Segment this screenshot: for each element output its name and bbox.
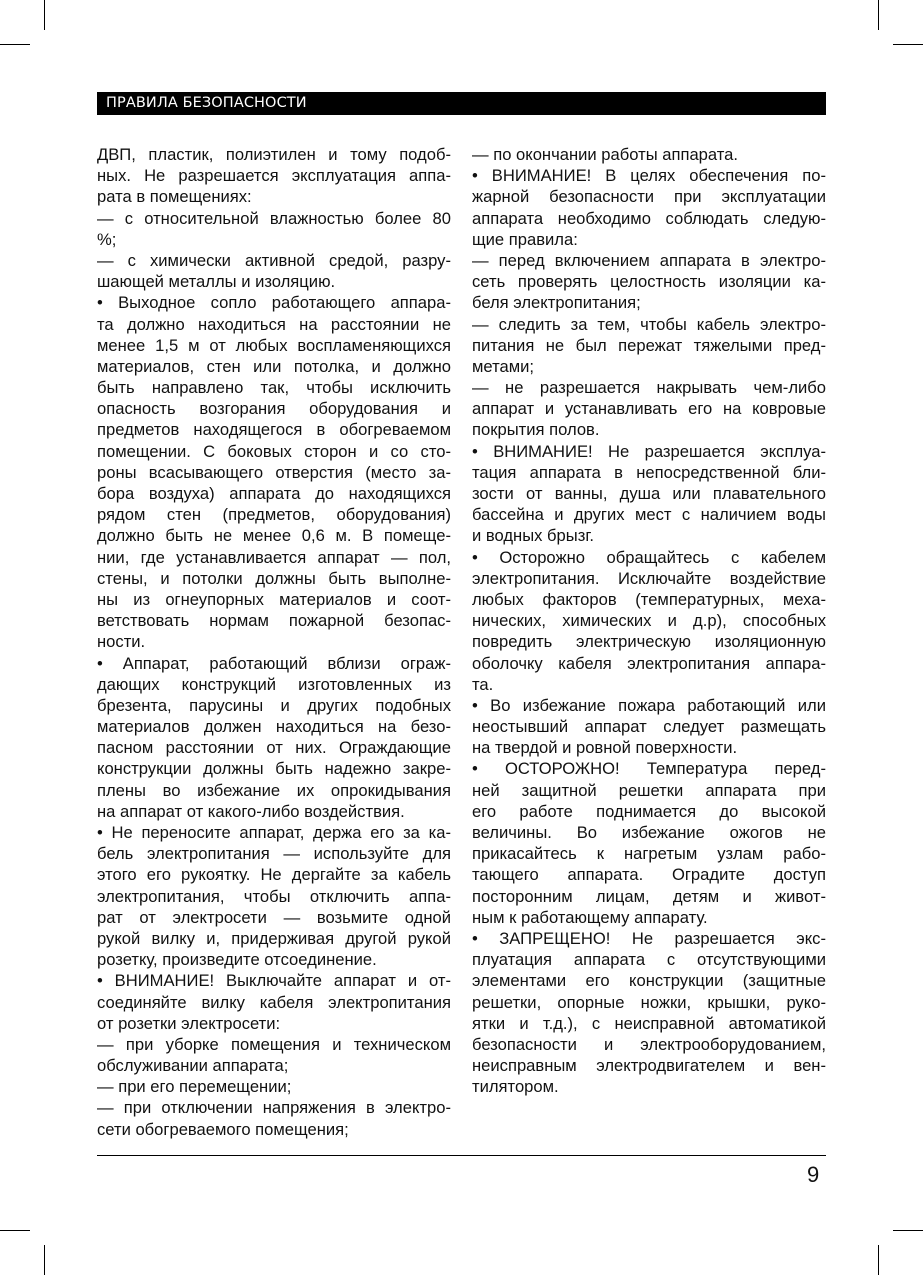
crop-mark xyxy=(44,0,45,30)
text-line: ятки и т.д.), с неисправной автоматикой xyxy=(472,1013,826,1033)
text-line: величины. Во избежание ожогов не xyxy=(472,823,826,842)
crop-mark xyxy=(878,0,879,30)
text-line: роны всасывающего отверстия (место за- xyxy=(97,462,451,482)
text-line: • Не переносите аппарат, держа его за ка- xyxy=(97,823,451,842)
text-line: ны из огнеупорных материалов и соот- xyxy=(97,589,451,609)
text-line: покрытия полов. xyxy=(472,420,600,440)
text-line: материалов, стен или потолка, и должно xyxy=(97,356,451,376)
text-line: щие правила: xyxy=(472,229,578,249)
text-line: этого его рукоятку. Не дергайте за кабель xyxy=(97,865,451,885)
text-line: должно быть не менее 0,6 м. В помеще- xyxy=(97,526,451,546)
text-line: материалов должен находиться на безо- xyxy=(97,717,451,737)
text-line: • Во избежание пожара работающий или xyxy=(472,695,826,715)
text-line: тилятором. xyxy=(472,1077,559,1097)
paragraph xyxy=(472,377,826,441)
text-line: ности. xyxy=(97,632,146,652)
text-line: бассейна и других мест с наличием воды xyxy=(472,505,826,525)
crop-mark xyxy=(878,1245,879,1275)
text-line: — при уборке помещения и техническом xyxy=(97,1034,451,1054)
crop-mark xyxy=(893,1230,923,1231)
text-line: оболочку кабеля электропитания аппара- xyxy=(472,653,826,673)
text-line: та должно находиться на расстоянии не xyxy=(97,314,451,334)
text-line: — с химически активной средой, разру- xyxy=(97,250,451,270)
text-line: опасность возгорания оборудования и xyxy=(97,399,451,419)
text-line: менее 1,5 м от любых воспламеняющихся xyxy=(97,335,451,355)
text-line: — при его перемещении; xyxy=(97,1077,292,1097)
crop-mark xyxy=(0,1230,30,1231)
text-line: рат от электросети — возьмите одной xyxy=(97,907,451,927)
page-number: 9 xyxy=(807,1162,820,1187)
paragraph xyxy=(97,250,451,292)
paragraph xyxy=(97,1097,451,1139)
text-line: • ОСТОРОЖНО! Температура перед- xyxy=(472,759,826,779)
text-column-left xyxy=(97,144,451,1140)
text-line: метами; xyxy=(472,356,535,376)
text-line: — при отключении напряжения в электро- xyxy=(97,1098,451,1118)
crop-mark xyxy=(893,44,923,45)
text-line: • Выходное сопло работающего аппара- xyxy=(97,293,451,313)
text-line: • ВНИМАНИЕ! В целях обеспечения по- xyxy=(472,166,826,186)
paragraph xyxy=(97,970,451,1034)
text-line: розетку, произведите отсоединение. xyxy=(97,950,377,970)
crop-mark xyxy=(0,44,30,45)
text-line: неостывший аппарат следует размещать xyxy=(472,717,826,737)
text-line: питания не был пережат тяжелыми пред- xyxy=(472,335,826,355)
text-line: рукой вилку и, придерживая другой рукой xyxy=(97,928,451,948)
footer-divider xyxy=(97,1155,826,1156)
paragraph xyxy=(97,1034,451,1076)
text-line: повредить электрическую изоляционную xyxy=(472,632,826,652)
text-line: беля электропитания; xyxy=(472,293,641,313)
text-line: ДВП, пластик, полиэтилен и тому подоб- xyxy=(97,145,451,164)
text-line: рата в помещениях: xyxy=(97,187,252,207)
paragraph xyxy=(97,292,451,652)
text-line: — не разрешается накрывать чем-либо xyxy=(472,378,826,398)
text-line: на аппарат от какого-либо воздействия. xyxy=(97,801,405,821)
text-line: зости от ванны, душа или плавательного xyxy=(472,484,826,503)
paragraph xyxy=(472,441,826,547)
paragraph xyxy=(97,822,451,970)
text-line: решетки, опорные ножки, крышки, руко- xyxy=(472,992,826,1012)
text-line: и водных брызг. xyxy=(472,526,594,546)
text-line: бора воздуха) аппарата до находящихся xyxy=(97,484,451,503)
text-line: — по окончании работы аппарата. xyxy=(472,145,739,164)
paragraph xyxy=(472,758,826,928)
paragraph xyxy=(472,250,826,314)
text-line: плены во избежание их опрокидывания xyxy=(97,780,451,800)
text-line: любых факторов (температурных, меха- xyxy=(472,589,826,609)
text-line: элементами его конструкции (защитные xyxy=(472,971,826,991)
text-line: — следить за тем, чтобы кабель электро- xyxy=(472,314,826,334)
text-line: сети обогреваемого помещения; xyxy=(97,1119,349,1139)
paragraph xyxy=(472,695,826,759)
text-line: — с относительной влажностью более 80 xyxy=(97,208,451,228)
text-line: шающей металлы и изоляцию. xyxy=(97,272,336,292)
text-line: дающих конструкций изготовленных из xyxy=(97,674,451,694)
text-line: плуатация аппарата с отсутствующими xyxy=(472,950,826,970)
paragraph xyxy=(97,144,451,208)
text-line: соединяйте вилку кабеля электропитания xyxy=(97,992,451,1012)
text-line: жарной безопасности при эксплуатации xyxy=(472,187,826,207)
text-line: нии, где устанавливается аппарат — пол, xyxy=(97,547,451,567)
text-line: электропитания, чтобы отключить аппа- xyxy=(97,886,451,906)
paragraph xyxy=(472,928,826,1098)
text-line: ным к работающему аппарату. xyxy=(472,907,708,927)
text-line: рядом стен (предметов, оборудования) xyxy=(97,505,451,525)
crop-mark xyxy=(44,1245,45,1275)
text-line: аппарат и устанавливать его на ковровые xyxy=(472,399,826,419)
text-line: на твердой и ровной поверхности. xyxy=(472,738,738,758)
text-line: пасном расстоянии от них. Ограждающие xyxy=(97,738,451,758)
paragraph xyxy=(472,314,826,378)
text-line: брезента, парусины и других подобных xyxy=(97,695,451,715)
section-header xyxy=(97,92,826,115)
text-line: • ЗАПРЕЩЕНО! Не разрешается экс- xyxy=(472,928,826,948)
text-line: • ВНИМАНИЕ! Выключайте аппарат и от- xyxy=(97,971,451,991)
text-line: ных. Не разрешается эксплуатация аппа- xyxy=(97,166,451,186)
text-line: стены, и потолки должны быть выполне- xyxy=(97,568,451,588)
text-line: сеть проверять целостность изоляции ка- xyxy=(472,272,826,292)
text-line: быть направлено так, чтобы исключить xyxy=(97,378,451,398)
text-line: ветствовать нормам пожарной безопас- xyxy=(97,611,451,631)
text-line: тающего аппарата. Оградите доступ xyxy=(472,865,826,885)
text-line: помещении. С боковых сторон и со сто- xyxy=(97,441,451,461)
text-line: конструкции должны быть надежно закре- xyxy=(97,759,451,779)
text-line: бель электропитания — используйте для xyxy=(97,844,451,864)
text-line: предметов находящегося в обогреваемом xyxy=(97,420,451,440)
text-line: — перед включением аппарата в электро- xyxy=(472,250,826,270)
text-line: его работе поднимается до высокой xyxy=(472,801,826,821)
text-line: обслуживании аппарата; xyxy=(97,1056,289,1076)
paragraph xyxy=(472,547,826,695)
text-line: аппарата необходимо соблюдать следую- xyxy=(472,208,826,228)
text-line: посторонним лицам, детям и живот- xyxy=(472,886,826,906)
paragraph xyxy=(472,165,826,250)
paragraph xyxy=(97,208,451,250)
text-line: • ВНИМАНИЕ! Не разрешается эксплуа- xyxy=(472,441,826,461)
paragraph xyxy=(97,653,451,823)
text-column-right xyxy=(472,144,826,1097)
text-line: от розетки электросети: xyxy=(97,1013,281,1033)
text-line: та. xyxy=(472,674,494,694)
text-line: безопасности и электрооборудованием, xyxy=(472,1034,826,1054)
text-line: • Аппарат, работающий вблизи ограж- xyxy=(97,653,451,673)
section-title: ПРАВИЛА БЕЗОПАСНОСТИ xyxy=(106,95,307,111)
text-line: электропитания. Исключайте воздействие xyxy=(472,568,826,588)
paragraph xyxy=(97,1076,451,1097)
text-line: тация аппарата в непосредственной бли- xyxy=(472,462,826,482)
text-line: ней защитной решетки аппарата при xyxy=(472,780,826,800)
text-line: неисправным электродвигателем и вен- xyxy=(472,1056,826,1076)
text-line: прикасайтесь к нагретым узлам рабо- xyxy=(472,844,826,864)
text-line: нических, химических и д.р), способных xyxy=(472,611,826,631)
text-line: %; xyxy=(97,229,117,249)
paragraph xyxy=(472,144,826,165)
text-line: • Осторожно обращайтесь с кабелем xyxy=(472,547,826,567)
